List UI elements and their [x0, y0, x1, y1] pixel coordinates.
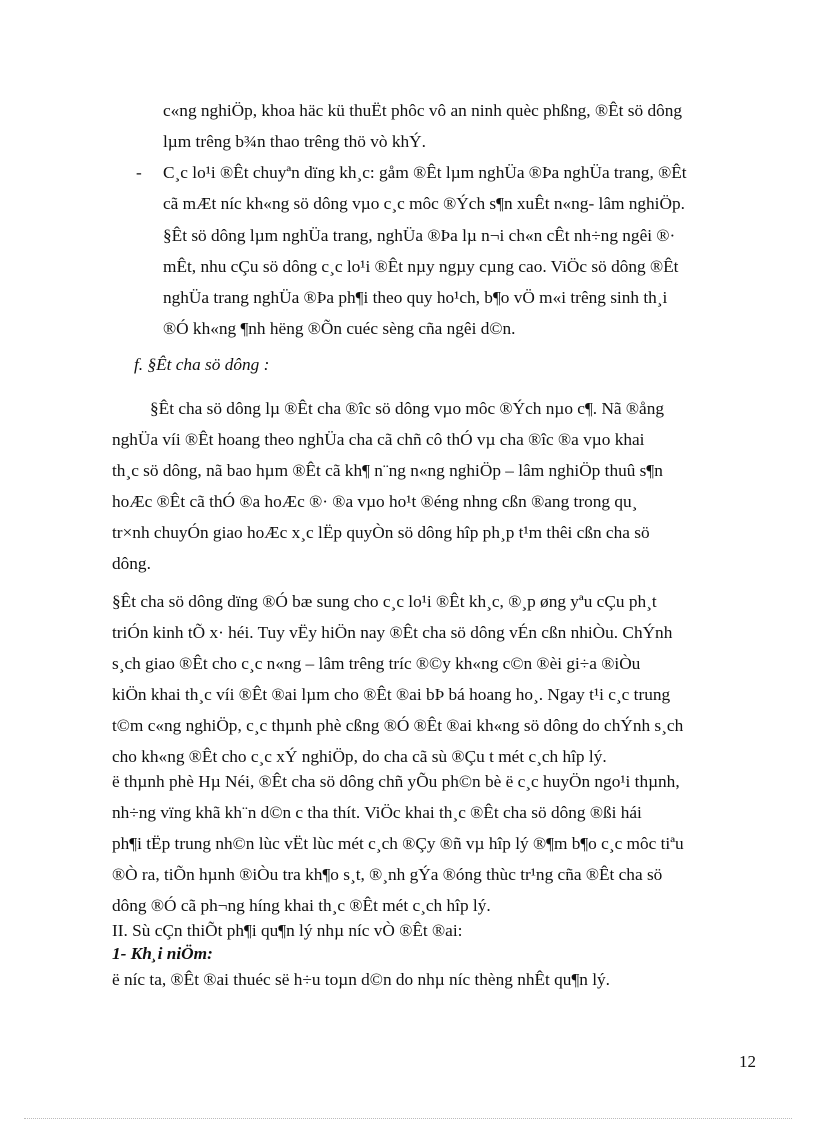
body-line: lµm trêng b¾n thao trêng thö vò khÝ. — [163, 132, 426, 151]
body-line: s¸ch giao ®Êt cho c¸c n«ng – lâm trêng tríc ®©y kh«ng c©n ®èi gi÷a ®iÒu — [112, 654, 641, 673]
body-line: cho kh«ng ®Êt cho c¸c xÝ nghiÖp, do cha cã sù ®Çu t mét c¸ch hîp lý. — [112, 747, 607, 766]
body-line: dông. — [112, 554, 151, 573]
subsection-heading: f. §Êt cha sö dông : — [134, 355, 270, 374]
page-number: 12 — [739, 1052, 756, 1071]
body-line: mÊt, nhu cÇu sö dông c¸c lo¹i ®Êt nµy ngµy cµng cao. ViÖc sö dông ®Êt — [163, 257, 679, 276]
body-line: ë níc ta, ®Êt ®ai thuéc së h÷u toµn d©n do nhµ níc thèng nhÊt qu¶n lý. — [112, 970, 611, 989]
body-line: §Êt cha sö dông dïng ®Ó bæ sung cho c¸c lo¹i ®Êt kh¸c, ®¸p øng yªu cÇu ph¸t — [112, 592, 657, 611]
body-line: ®Ó kh«ng ¶nh hëng ®Õn cuéc sèng cña ngêi d©n. — [163, 319, 516, 338]
body-line: nghÜa víi ®Êt hoang theo nghÜa cha cã chñ cô thÓ vµ cha ®îc ®a vµo khai — [112, 430, 645, 449]
body-line: th¸c sö dông, nã bao hµm ®Êt cã kh¶ n¨ng n«ng nghiÖp – lâm nghiÖp thuû s¶n — [112, 461, 663, 480]
body-line: nh÷ng vïng khã kh¨n d©n c tha thít. ViÖc khai th¸c ®Êt cha sö dông ®ßi hái — [112, 803, 642, 822]
body-line: kiÖn khai th¸c víi ®Êt ®ai lµm cho ®Êt ®ai bÞ bá hoang ho¸. Ngay t¹i c¸c trung — [112, 685, 671, 704]
subsection-heading: 1- Kh¸i niÖm: — [112, 944, 213, 963]
body-line: §Êt cha sö dông lµ ®Êt cha ®îc sö dông vµo môc ®Ých nµo c¶. Nã ®ång — [150, 399, 664, 418]
body-line: ë thµnh phè Hµ Néi, ®Êt cha sö dông chñ yÕu ph©n bè ë c¸c huyÖn ngo¹i thµnh, — [112, 772, 680, 791]
body-line: c«ng nghiÖp, khoa häc kü thuËt phôc vô an ninh quèc phßng, ®Êt sö dông — [163, 101, 683, 120]
body-line: t©m c«ng nghiÖp, c¸c thµnh phè cßng ®Ó ®Êt ®ai kh«ng sö dông do chÝnh s¸ch — [112, 716, 684, 735]
body-line: nghÜa trang nghÜa ®Þa ph¶i theo quy ho¹ch, b¶o vÖ m«i trêng sinh th¸i — [163, 288, 668, 307]
body-line: hoÆc ®Êt cã thÓ ®a hoÆc ®· ®a vµo ho¹t ®éng nhng cßn ®ang trong qu¸ — [112, 492, 638, 511]
footer-divider — [24, 1118, 792, 1119]
body-line: tr×nh chuyÓn giao hoÆc x¸c lËp quyÒn sö dông hîp ph¸p t¹m thêi cßn cha sö — [112, 523, 650, 542]
body-line: dông ®Ó cã ph¬ng híng khai th¸c ®Êt mét c¸ch hîp lý. — [112, 896, 491, 915]
list-bullet: - — [136, 163, 142, 182]
body-line: ®Ò ra, tiÕn hµnh ®iÒu tra kh¶o s¸t, ®¸nh gÝa ®óng thùc tr¹ng cña ®Êt cha sö — [112, 865, 663, 884]
body-line: ph¶i tËp trung nh©n lùc vËt lùc mét c¸ch ®Çy ®ñ vµ hîp lý ®¶m b¶o c¸c môc tiªu — [112, 834, 684, 853]
body-line: §Êt sö dông lµm nghÜa trang, nghÜa ®Þa lµ n¬i ch«n cÊt nh÷ng ngêi ®· — [163, 226, 676, 245]
body-line: triÓn kinh tÕ x· héi. Tuy vËy hiÖn nay ®Êt cha sö dông vÉn cßn nhiÒu. ChÝnh — [112, 623, 673, 642]
body-line: cã mÆt níc kh«ng sö dông vµo c¸c môc ®Ých s¶n xuÊt n«ng- lâm nghiÖp. — [163, 194, 685, 213]
body-line: C¸c lo¹i ®Êt chuyªn dïng kh¸c: gåm ®Êt lµm nghÜa ®Þa nghÜa trang, ®Êt — [163, 163, 687, 182]
section-heading: II. Sù cÇn thiÕt ph¶i qu¶n lý nhµ níc vÒ ®Êt ®ai: — [112, 921, 463, 940]
